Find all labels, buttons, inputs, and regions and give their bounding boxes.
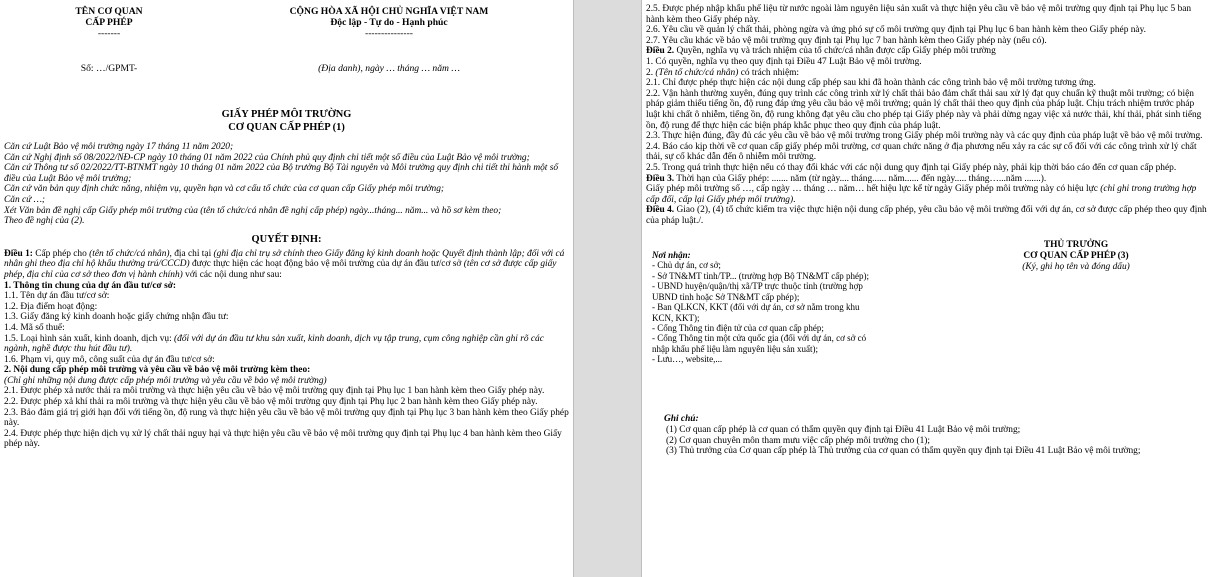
list-item-text: 2. [646,67,656,78]
article-1-text: (tên tổ chức/cá nhân) [89,248,170,259]
recipient: UBND tỉnh hoặc Sở TN&MT cấp phép); [652,291,800,302]
signer-title: THỦ TRƯỞNG [1043,240,1109,251]
legal-basis: Xét Văn bản đề nghị cấp Giấy phép môi trường của (tên tổ chức/cá nhân đề nghị cấp phép) ngày...tháng... năm... và hồ sơ kèm theo; [4,205,502,216]
recipient: - UBND huyện/quận/thị xã/TP trực thuộc tỉnh (trường hợp [652,281,863,292]
recipient: KCN, KKT); [652,312,700,323]
list-item: 2.1. Được phép xả nước thải ra môi trường và thực hiện yêu cầu về bảo vệ môi trường quy định tại Phụ lục 1 ban hành kèm theo Giấy phép này. [4,386,545,397]
list-item: 1.1. Tên dự án đầu tư/cơ sở: [4,291,110,302]
motto-divider: --------------- [365,28,413,39]
article-3-text: . [793,194,796,205]
article-4-label: Điều 4. [646,205,675,216]
list-item: 2.2. Vận hành thường xuyên, đúng quy trình các công trình xử lý chất thải bảo đảm chất thải sau xử lý đạt quy chuẩn kỹ thuật môi trường; có biện pháp giảm thiểu tiếng ồn, độ rung đáp ứng yêu cầu bảo vệ môi trường; quản lý chất thải theo quy định của pháp luật. Chịu trách nhiệm trước pháp luật khi chất ô nhiễm, tiếng ồn, độ rung không đạt yêu cầu cho phép tại Giấy phép này và phải dừng ngay việc xả nước thải, khí thải, phát sinh tiếng ồn, độ rung để thực hiện các biện pháp khắc phục theo quy định của pháp luật. [646,88,1202,131]
article-1-text: (ghi địa chỉ trụ sở chính theo Giấy đăng ký kinh doanh hoặc Quyết định thành lập; đối với cá nhân ghi theo địa chỉ hộ khẩu thường trú/CCCD) [4,248,565,270]
legal-basis: Theo đề nghị của (2). [4,216,85,227]
list-item [646,68,1207,79]
footnote: (3) Thủ trưởng của Cơ quan cấp phép là Thủ trưởng của cơ quan có thẩm quyền quy định tại Điều 41 Luật Bảo vệ môi trường; [666,446,1141,457]
footnote: (1) Cơ quan cấp phép là cơ quan có thẩm quyền quy định tại Điều 41 Luật Bảo vệ môi trường; [666,425,1021,436]
list-item-text: có trách nhiệm: [738,67,799,78]
document-subtitle: CƠ QUAN CẤP PHÉP (1) [228,122,345,133]
list-item: 2.7. Yêu cầu khác về bảo vệ môi trường quy định tại Phụ lục 7 ban hành kèm theo Giấy phép này (nếu có). [646,35,1047,46]
decision-heading: QUYẾT ĐỊNH: [251,233,322,245]
list-item: 2.3. Bảo đảm giá trị giới hạn đối với tiếng ồn, độ rung và thực hiện yêu cầu về bảo vệ môi trường quy định tại Phụ lục 3 ban hành kèm theo Giấy phép này. [4,407,569,429]
recipient: - Chủ dự án, cơ sở; [652,260,721,271]
legal-basis: Căn cứ …; [4,194,46,205]
place-and-date: (Địa danh), ngày … tháng … năm … [318,63,460,74]
recipient: - Sở TN&MT tỉnh/TP... (trường hợp Bộ TN&MT cấp phép); [652,270,869,281]
article-2-text: Quyền, nghĩa vụ và trách nhiệm của tổ chức/cá nhân được cấp Giấy phép môi trường [674,46,996,57]
recipients [652,250,922,364]
recipient: - Cổng Thông tin điện tử của cơ quan cấp phép; [652,322,824,333]
article-1-text: (tên cơ sở được cấp giấy phép, địa chỉ của cơ sở theo đơn vị hành chính) [4,259,557,280]
list-item: 2.4. Báo cáo kịp thời về cơ quan cấp giấy phép môi trường, cơ quan chức năng ở địa phương nếu xảy ra các sự cố đối với các công trình xử lý chất thải, sự cố khác dẫn đến ô nhiễm môi trường. [646,141,1197,163]
agency-name-line2: CẤP PHÉP [85,17,133,28]
list-item: 2.3. Thực hiện đúng, đầy đủ các yêu cầu về bảo vệ môi trường trong Giấy phép môi trường này và các quy định của pháp luật về bảo vệ môi trường. [646,131,1203,142]
list-item: 1.4. Mã số thuế: [4,322,65,333]
list-item: 2.1. Chỉ được phép thực hiện các nội dung cấp phép sau khi đã hoàn thành các công trình bảo vệ môi trường tương ứng. [646,78,1096,89]
article-3-text: Thời hạn của Giấy phép: ....... năm (từ ngày.... tháng...... năm...... đến ngày..... tháng…...năm .......). [674,173,1047,184]
section-2-note: (Chỉ ghi những nội dung được cấp phép môi trường và yêu cầu về bảo vệ môi trường) [4,375,327,386]
list-item: 2.5. Trong quá trình thực hiện nếu có thay đổi khác với các nội dung quy định tại Giấy phép này, phải kịp thời báo cáo đến cơ quan cấp phép. [646,162,1177,173]
article-2-label: Điều 2. [646,46,675,57]
list-item: 1.6. Phạm vi, quy mô, công suất của dự án đầu tư/cơ sở: [4,354,215,365]
footnotes [646,414,1207,456]
list-item-text: 1.5. Loại hình sản xuất, kinh doanh, dịch vụ: [4,333,175,344]
list-item: 1.3. Giấy đăng ký kinh doanh hoặc giấy chứng nhận đầu tư: [4,312,229,323]
article-3 [646,174,1207,185]
legal-bases [4,142,569,227]
list-item-note: (đối với dự án đầu tư khu sản xuất, kinh doanh, dịch vụ tập trung, cụm công nghiệp cần ghi rõ các ngành, nghề được thu hút đầu tư). [4,333,544,355]
list-item: 1.2. Địa điểm hoạt động: [4,301,98,312]
list-item-text: (Tên tổ chức/cá nhân) [655,67,739,78]
article-3-detail [646,184,1207,205]
article-1-text: , địa chỉ tại [169,248,214,259]
section-1-title: 1. Thông tin chung của dự án đầu tư/cơ sở: [4,280,177,291]
signer-agency: CƠ QUAN CẤP PHÉP (3) [1023,251,1129,262]
list-item: 2.4. Được phép thực hiện dịch vụ xử lý chất thải nguy hại và thực hiện yêu cầu về bảo vệ môi trường quy định tại Phụ lục 4 ban hành kèm theo Giấy phép này. [4,428,562,450]
footnote: (2) Cơ quan chuyên môn tham mưu việc cấp phép môi trường cho (1); [666,435,931,446]
article-1-text: với các nội dung như sau: [182,269,282,280]
signature-instruction: (Ký, ghi họ tên và đóng dấu) [1022,261,1130,272]
article-1-text: được thực hiện các hoạt động bảo vệ môi trường của dự án đầu tư/cơ sở [189,259,464,270]
article-3-note: (chỉ ghi trong trường hợp cấp đổi, cấp lại Giấy phép môi trường) [646,184,1197,205]
article-4-text: Giao (2), (4) tổ chức kiểm tra việc thực hiện nội dung cấp phép, yêu cầu bảo vệ môi trường đối với dự án, cơ sở được cấp phép theo quy định của pháp luật./. [646,205,1207,226]
document-title: GIẤY PHÉP MÔI TRƯỜNG [221,109,352,120]
agency-name-line1: TÊN CƠ QUAN [75,6,143,17]
article-3-text: Giấy phép môi trường số …, cấp ngày … tháng … năm… hết hiệu lực kể từ ngày Giấy phép môi trường này có hiệu lực [646,184,1101,195]
signer [976,240,1176,272]
article-4 [646,205,1207,226]
section-2-title: 2. Nội dung cấp phép môi trường và yêu cầu về bảo vệ môi trường kèm theo: [4,365,311,376]
national-title [239,6,539,39]
national-motto: Độc lập - Tự do - Hạnh phúc [330,17,448,28]
list-item: 2.2. Được phép xả khí thải ra môi trường và thực hiện yêu cầu về bảo vệ môi trường quy định tại Phụ lục 2 ban hành kèm theo Giấy phép này. [4,397,538,408]
list-item: 1. Có quyền, nghĩa vụ theo quy định tại Điều 47 Luật Bảo vệ môi trường. [646,56,922,67]
list-item [4,334,569,355]
article-1-label: Điều 1: [4,248,33,259]
article-3-label: Điều 3. [646,173,675,184]
article-1-text: Cấp phép cho [32,248,90,259]
issuing-agency [54,6,164,39]
article-1 [4,249,569,281]
list-item: 2.6. Yêu cầu về quản lý chất thải, phòng ngừa và ứng phó sự cố môi trường quy định tại Phụ lục 6 ban hành kèm theo Giấy phép này. [646,25,1147,36]
recipient: nhập khẩu phế liệu làm nguyên liệu sản xuất); [652,343,818,354]
recipient: - Cổng Thông tin một cửa quốc gia (đối với dự án, cơ sở có [652,333,867,344]
country-name: CỘNG HÒA XÃ HỘI CHỦ NGHĨA VIỆT NAM [289,6,489,17]
legal-basis: Căn cứ văn bản quy định chức năng, nhiệm vụ, quyền hạn và cơ cấu tổ chức của cơ quan cấp Giấy phép môi trường; [4,184,445,195]
article-2 [646,46,1207,57]
footnotes-title: Ghi chú: [664,414,699,425]
agency-divider: ------- [97,28,121,39]
page-left [0,0,574,577]
recipient: - Lưu…, website,... [652,354,723,365]
page-right [641,0,1211,577]
signature-block [646,240,1207,408]
recipient: - Ban QLKCN, KKT (đối với dự án, cơ sở nằm trong khu [652,302,860,313]
legal-basis: Căn cứ Nghị định số 08/2022/NĐ-CP ngày 10 tháng 01 năm 2022 của Chính phủ quy định chi tiết một số điều của Luật Bảo vệ môi trường; [4,152,530,163]
legal-basis: Căn cứ Luật Bảo vệ môi trường ngày 17 tháng 11 năm 2020; [4,142,234,152]
legal-basis: Căn cứ Thông tư số 02/2022/TT-BTNMT ngày 10 tháng 01 năm 2022 của Bộ trưởng Bộ Tài nguyên và Môi trường quy định chi tiết thi hành một số điều của Luật Bảo vệ môi trường; [4,163,559,184]
document-number: Số: …/GPMT- [80,63,138,74]
document-header [4,6,569,76]
list-item: 2.5. Được phép nhập khẩu phế liệu từ nước ngoài làm nguyên liệu sản xuất và thực hiện yêu cầu về bảo vệ môi trường quy định tại Phụ lục 5 ban hành kèm theo Giấy phép này. [646,4,1192,25]
recipients-title: Nơi nhận: [652,250,691,261]
